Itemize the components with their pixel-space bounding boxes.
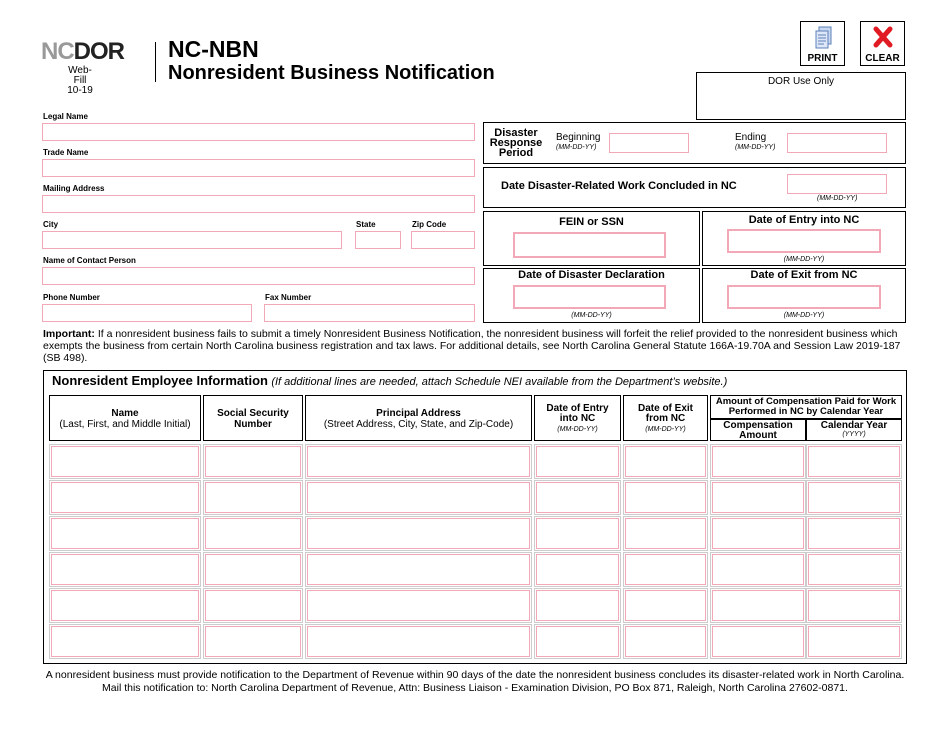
employee-row-2-address-cell xyxy=(305,480,532,515)
employee-row-6-compensation-input[interactable] xyxy=(712,626,804,657)
beginning-label: Beginning xyxy=(556,132,601,143)
employee-row-2-compensation-cell xyxy=(710,480,806,515)
col-entry-format: (MM-DD-YY) xyxy=(557,426,598,433)
employee-row-3-exit-date-cell xyxy=(623,516,708,551)
employee-row-2-address-input[interactable] xyxy=(307,482,530,513)
employee-row-3-compensation-cell xyxy=(710,516,806,551)
col-name-header xyxy=(49,395,201,441)
employee-row-1-ssn-cell xyxy=(203,444,303,479)
logo-nc: NC xyxy=(41,38,74,65)
declaration-date-label: Date of Disaster Declaration xyxy=(518,269,665,281)
col-ssn-title: Social Security Number xyxy=(217,408,289,430)
fax-label: Fax Number xyxy=(265,293,312,302)
declaration-date-box xyxy=(483,268,700,323)
employee-row-6-compensation-cell xyxy=(710,624,806,659)
ending-input[interactable] xyxy=(787,133,887,153)
print-button[interactable] xyxy=(800,21,845,66)
employee-row-2-name-cell xyxy=(49,480,201,515)
fein-label: FEIN or SSN xyxy=(559,216,624,228)
employee-row-6-ssn-cell xyxy=(203,624,303,659)
employee-row-5-entry-date-input[interactable] xyxy=(536,590,619,621)
employee-row-5-entry-date-cell xyxy=(534,588,621,623)
employee-row-2-compensation-input[interactable] xyxy=(712,482,804,513)
employee-row-6-entry-date-input[interactable] xyxy=(536,626,619,657)
trade-name-label: Trade Name xyxy=(43,148,89,157)
employee-row-2-name-input[interactable] xyxy=(51,482,199,513)
declaration-date-format: (MM-DD-YY) xyxy=(571,312,612,319)
employee-row-1-ssn-input[interactable] xyxy=(205,446,301,477)
col-exit-format: (MM-DD-YY) xyxy=(645,426,686,433)
employee-row-2-ssn-cell xyxy=(203,480,303,515)
col-exit-header xyxy=(623,395,708,441)
employee-row-1-compensation-cell xyxy=(710,444,806,479)
clear-button[interactable] xyxy=(860,21,905,66)
employee-row-4-calendar-year-input[interactable] xyxy=(808,554,900,585)
employee-row-3-ssn-cell xyxy=(203,516,303,551)
employee-row-5-exit-date-input[interactable] xyxy=(625,590,706,621)
version-label: 10-19 xyxy=(67,85,93,96)
entry-date-box xyxy=(702,211,906,266)
mailing-address-label: Mailing Address xyxy=(43,184,105,193)
work-concluded-label: Date Disaster-Related Work Concluded in NC xyxy=(501,180,737,192)
col-year-format: (YYYY) xyxy=(842,431,866,438)
entry-date-input[interactable] xyxy=(727,229,881,253)
dor-use-only-box xyxy=(696,72,906,120)
col-entry-header xyxy=(534,395,621,441)
employee-row-4-compensation-input[interactable] xyxy=(712,554,804,585)
document-icon xyxy=(814,26,834,50)
employee-row-5-compensation-cell xyxy=(710,588,806,623)
employee-row-6-calendar-year-input[interactable] xyxy=(808,626,900,657)
employee-row-5-address-input[interactable] xyxy=(307,590,530,621)
employee-row-2-entry-date-cell xyxy=(534,480,621,515)
employee-row-4-ssn-cell xyxy=(203,552,303,587)
col-entry-title: Date of Entry into NC xyxy=(546,403,609,424)
employee-row-5-calendar-year-cell xyxy=(806,588,902,623)
contact-label: Name of Contact Person xyxy=(43,256,136,265)
logo-dor: DOR xyxy=(73,38,125,65)
employee-row-4-exit-date-input[interactable] xyxy=(625,554,706,585)
employee-row-1-exit-date-input[interactable] xyxy=(625,446,706,477)
important-text: If a nonresident business fails to submit a timely Nonresident Business Notification, the nonresident business will forfeit the relief provided to the nonresident business which exempts the business from certain North Carolina business registration and tax laws. For additional details, see North Carolina General Statute 166A-19.70A and Session Law 2019-187 (SB 498). xyxy=(43,328,901,364)
employee-row-6-address-cell xyxy=(305,624,532,659)
employee-row-1-name-cell xyxy=(49,444,201,479)
employee-row-3-name-cell xyxy=(49,516,201,551)
dor-use-only-label: DOR Use Only xyxy=(767,76,835,87)
zip-label: Zip Code xyxy=(412,220,447,229)
city-label: City xyxy=(43,220,59,229)
exit-date-label: Date of Exit from NC xyxy=(750,269,858,281)
employee-row-5-name-input[interactable] xyxy=(51,590,199,621)
mailing-address-input[interactable] xyxy=(42,195,475,213)
employee-row-5-ssn-input[interactable] xyxy=(205,590,301,621)
employee-row-4-entry-date-cell xyxy=(534,552,621,587)
employee-row-4-address-cell xyxy=(305,552,532,587)
footer-notice: A nonresident business must provide notification to the Department of Revenue within 90 days of the date the nonresident business concludes its disaster-related work in North Carolina. xyxy=(45,669,905,681)
exit-date-input[interactable] xyxy=(727,285,881,309)
employee-row-6-address-input[interactable] xyxy=(307,626,530,657)
employee-row-2-exit-date-input[interactable] xyxy=(625,482,706,513)
footer-mail-address: Mail this notification to: North Carolina Department of Revenue, Attn: Business Liaison - Examination Division, PO Box 871, Raleigh, North Carolina 27602-0871. xyxy=(102,682,848,694)
col-comp-group-header xyxy=(710,395,902,419)
col-year-title: Calendar Year xyxy=(820,420,888,431)
col-name-sub: (Last, First, and Middle Initial) xyxy=(59,419,191,430)
beginning-input[interactable] xyxy=(609,133,689,153)
work-concluded-input[interactable] xyxy=(787,174,887,194)
form-title: Nonresident Business Notification xyxy=(168,62,495,84)
employee-row-1-entry-date-input[interactable] xyxy=(536,446,619,477)
employee-row-1-calendar-year-input[interactable] xyxy=(808,446,900,477)
ending-format: (MM-DD-YY) xyxy=(735,144,776,151)
form-code: NC-NBN xyxy=(168,36,259,62)
phone-label: Phone Number xyxy=(43,293,100,302)
col-name-title: Name xyxy=(111,408,139,419)
contact-input[interactable] xyxy=(42,267,475,285)
employee-row-6-name-input[interactable] xyxy=(51,626,199,657)
employee-row-3-name-input[interactable] xyxy=(51,518,199,549)
employee-row-6-exit-date-input[interactable] xyxy=(625,626,706,657)
zip-input[interactable] xyxy=(411,231,475,249)
col-exit-title: Date of Exit from NC xyxy=(637,403,693,424)
employee-row-4-entry-date-input[interactable] xyxy=(536,554,619,585)
entry-date-label: Date of Entry into NC xyxy=(748,214,860,226)
employee-row-2-calendar-year-cell xyxy=(806,480,902,515)
employee-row-2-ssn-input[interactable] xyxy=(205,482,301,513)
employee-row-2-exit-date-cell xyxy=(623,480,708,515)
legal-name-label: Legal Name xyxy=(43,112,88,121)
trade-name-input[interactable] xyxy=(42,159,475,177)
fein-box xyxy=(483,211,700,266)
employee-row-5-address-cell xyxy=(305,588,532,623)
state-label: State xyxy=(356,220,376,229)
employee-row-1-address-cell xyxy=(305,444,532,479)
employee-row-3-entry-date-input[interactable] xyxy=(536,518,619,549)
employee-row-3-calendar-year-cell xyxy=(806,516,902,551)
employee-section-header xyxy=(52,373,727,390)
employee-row-4-name-cell xyxy=(49,552,201,587)
legal-name-input[interactable] xyxy=(42,123,475,141)
employee-row-1-address-input[interactable] xyxy=(307,446,530,477)
employee-row-3-ssn-input[interactable] xyxy=(205,518,301,549)
employee-row-4-calendar-year-cell xyxy=(806,552,902,587)
employee-row-6-ssn-input[interactable] xyxy=(205,626,301,657)
employee-row-6-name-cell xyxy=(49,624,201,659)
employee-row-6-exit-date-cell xyxy=(623,624,708,659)
employee-row-5-calendar-year-input[interactable] xyxy=(808,590,900,621)
employee-row-6-entry-date-cell xyxy=(534,624,621,659)
employee-row-3-calendar-year-input[interactable] xyxy=(808,518,900,549)
fax-input[interactable] xyxy=(264,304,475,322)
employee-row-6-calendar-year-cell xyxy=(806,624,902,659)
col-address-title: Principal Address xyxy=(376,408,461,419)
clear-label: CLEAR xyxy=(865,53,900,64)
employee-row-1-exit-date-cell xyxy=(623,444,708,479)
col-address-sub: (Street Address, City, State, and Zip-Code) xyxy=(323,419,514,430)
col-comp-header xyxy=(710,419,806,441)
col-comp-title: Compensation Amount xyxy=(723,420,793,441)
employee-row-3-address-cell xyxy=(305,516,532,551)
header-divider xyxy=(155,42,156,82)
ncdor-logo xyxy=(41,39,124,65)
print-label: PRINT xyxy=(807,53,838,64)
employee-row-3-address-input[interactable] xyxy=(307,518,530,549)
entry-date-format: (MM-DD-YY) xyxy=(783,256,825,263)
employee-row-4-compensation-cell xyxy=(710,552,806,587)
state-input[interactable] xyxy=(355,231,401,249)
disaster-response-label: Disaster Response Period xyxy=(489,127,543,159)
web-fill-label: Web-Fill xyxy=(68,65,92,86)
employee-row-3-compensation-input[interactable] xyxy=(712,518,804,549)
declaration-date-input[interactable] xyxy=(513,285,666,309)
col-ssn-header xyxy=(203,395,303,441)
phone-input[interactable] xyxy=(42,304,252,322)
employee-row-1-calendar-year-cell xyxy=(806,444,902,479)
employee-row-5-compensation-input[interactable] xyxy=(712,590,804,621)
work-concluded-format: (MM-DD-YY) xyxy=(817,195,858,202)
employee-row-1-compensation-input[interactable] xyxy=(712,446,804,477)
fein-input[interactable] xyxy=(513,232,666,258)
exit-date-format: (MM-DD-YY) xyxy=(783,312,825,319)
col-year-header xyxy=(806,419,902,441)
employee-row-3-exit-date-input[interactable] xyxy=(625,518,706,549)
beginning-format: (MM-DD-YY) xyxy=(556,144,597,151)
exit-date-box xyxy=(702,268,906,323)
work-concluded-box xyxy=(483,167,906,208)
employee-row-5-name-cell xyxy=(49,588,201,623)
city-input[interactable] xyxy=(42,231,342,249)
employee-row-1-name-input[interactable] xyxy=(51,446,199,477)
employee-section-title: Nonresident Employee Information xyxy=(52,373,268,388)
col-address-header xyxy=(305,395,532,441)
important-notice xyxy=(43,328,906,364)
employee-row-4-name-input[interactable] xyxy=(51,554,199,585)
employee-row-4-ssn-input[interactable] xyxy=(205,554,301,585)
disaster-response-box xyxy=(483,122,906,164)
employee-row-1-entry-date-cell xyxy=(534,444,621,479)
employee-section-note: (If additional lines are needed, attach Schedule NEI available from the Department’s website.) xyxy=(271,376,728,388)
employee-row-3-entry-date-cell xyxy=(534,516,621,551)
ending-label: Ending xyxy=(735,132,767,143)
col-comp-group-title: Amount of Compensation Paid for Work Performed in NC by Calendar Year xyxy=(715,396,897,417)
red-x-icon xyxy=(873,26,893,48)
employee-row-4-exit-date-cell xyxy=(623,552,708,587)
employee-row-5-ssn-cell xyxy=(203,588,303,623)
employee-row-2-entry-date-input[interactable] xyxy=(536,482,619,513)
employee-row-2-calendar-year-input[interactable] xyxy=(808,482,900,513)
employee-row-5-exit-date-cell xyxy=(623,588,708,623)
employee-row-4-address-input[interactable] xyxy=(307,554,530,585)
important-label: Important: xyxy=(43,328,95,340)
